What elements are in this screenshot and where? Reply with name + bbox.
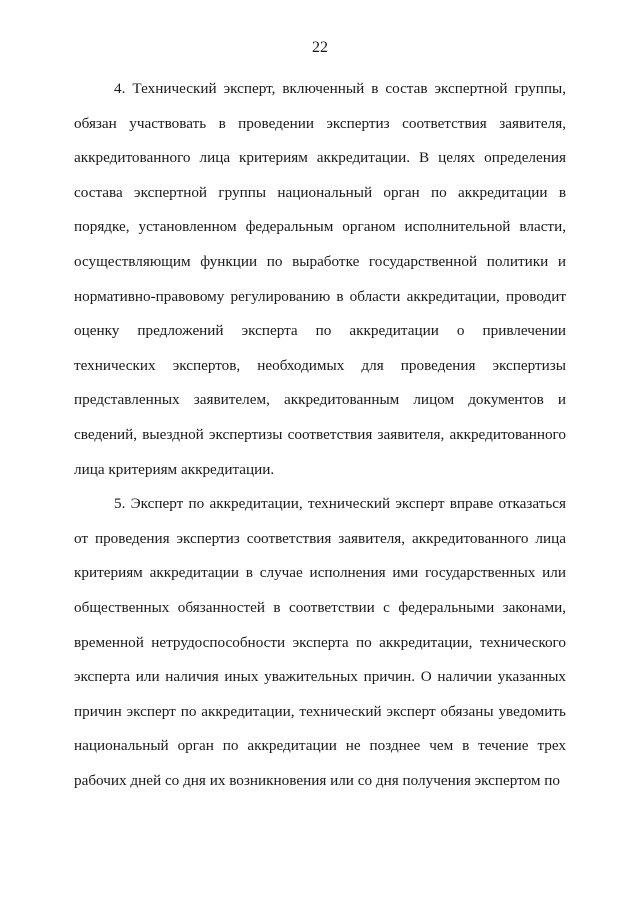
paragraph-5: 5. Эксперт по аккредитации, технический эксперт вправе отказаться от проведения экспертиз соответствия заявителя, аккредитованного лица критериям аккредитации в случае исполнения ими государственных или общественных обязанностей в соответствии с федеральными законами, временной нетрудоспособности эксперта по аккредитации, технического эксперта или наличия иных уважительных причин. О наличии указанных причин эксперт по аккредитации, технический эксперт обязаны уведомить национальный орган по аккредитации не позднее чем в течение трех рабочих дней со дня их возникновения или со дня получения экспертом по [74, 495, 566, 789]
page-number: 22 [312, 39, 328, 56]
paragraph-4: 4. Технический эксперт, включенный в состав экспертной группы, обязан участвовать в проведении экспертиз соответствия заявителя, аккредитованного лица критериям аккредитации. В целях определения состава экспертной группы национальный орган по аккредитации в порядке, установленном федеральным органом исполнительной власти, осуществляющим функции по выработке государственной политики и нормативно-правовому регулированию в области аккредитации, проводит оценку предложений эксперта по аккредитации о привлечении технических экспертов, необходимых для проведения экспертизы представленных заявителем, аккредитованным лицом документов и сведений, выездной экспертизы соответствия заявителя, аккредитованного лица критериям аккредитации. [74, 80, 566, 478]
document-body [74, 72, 566, 798]
